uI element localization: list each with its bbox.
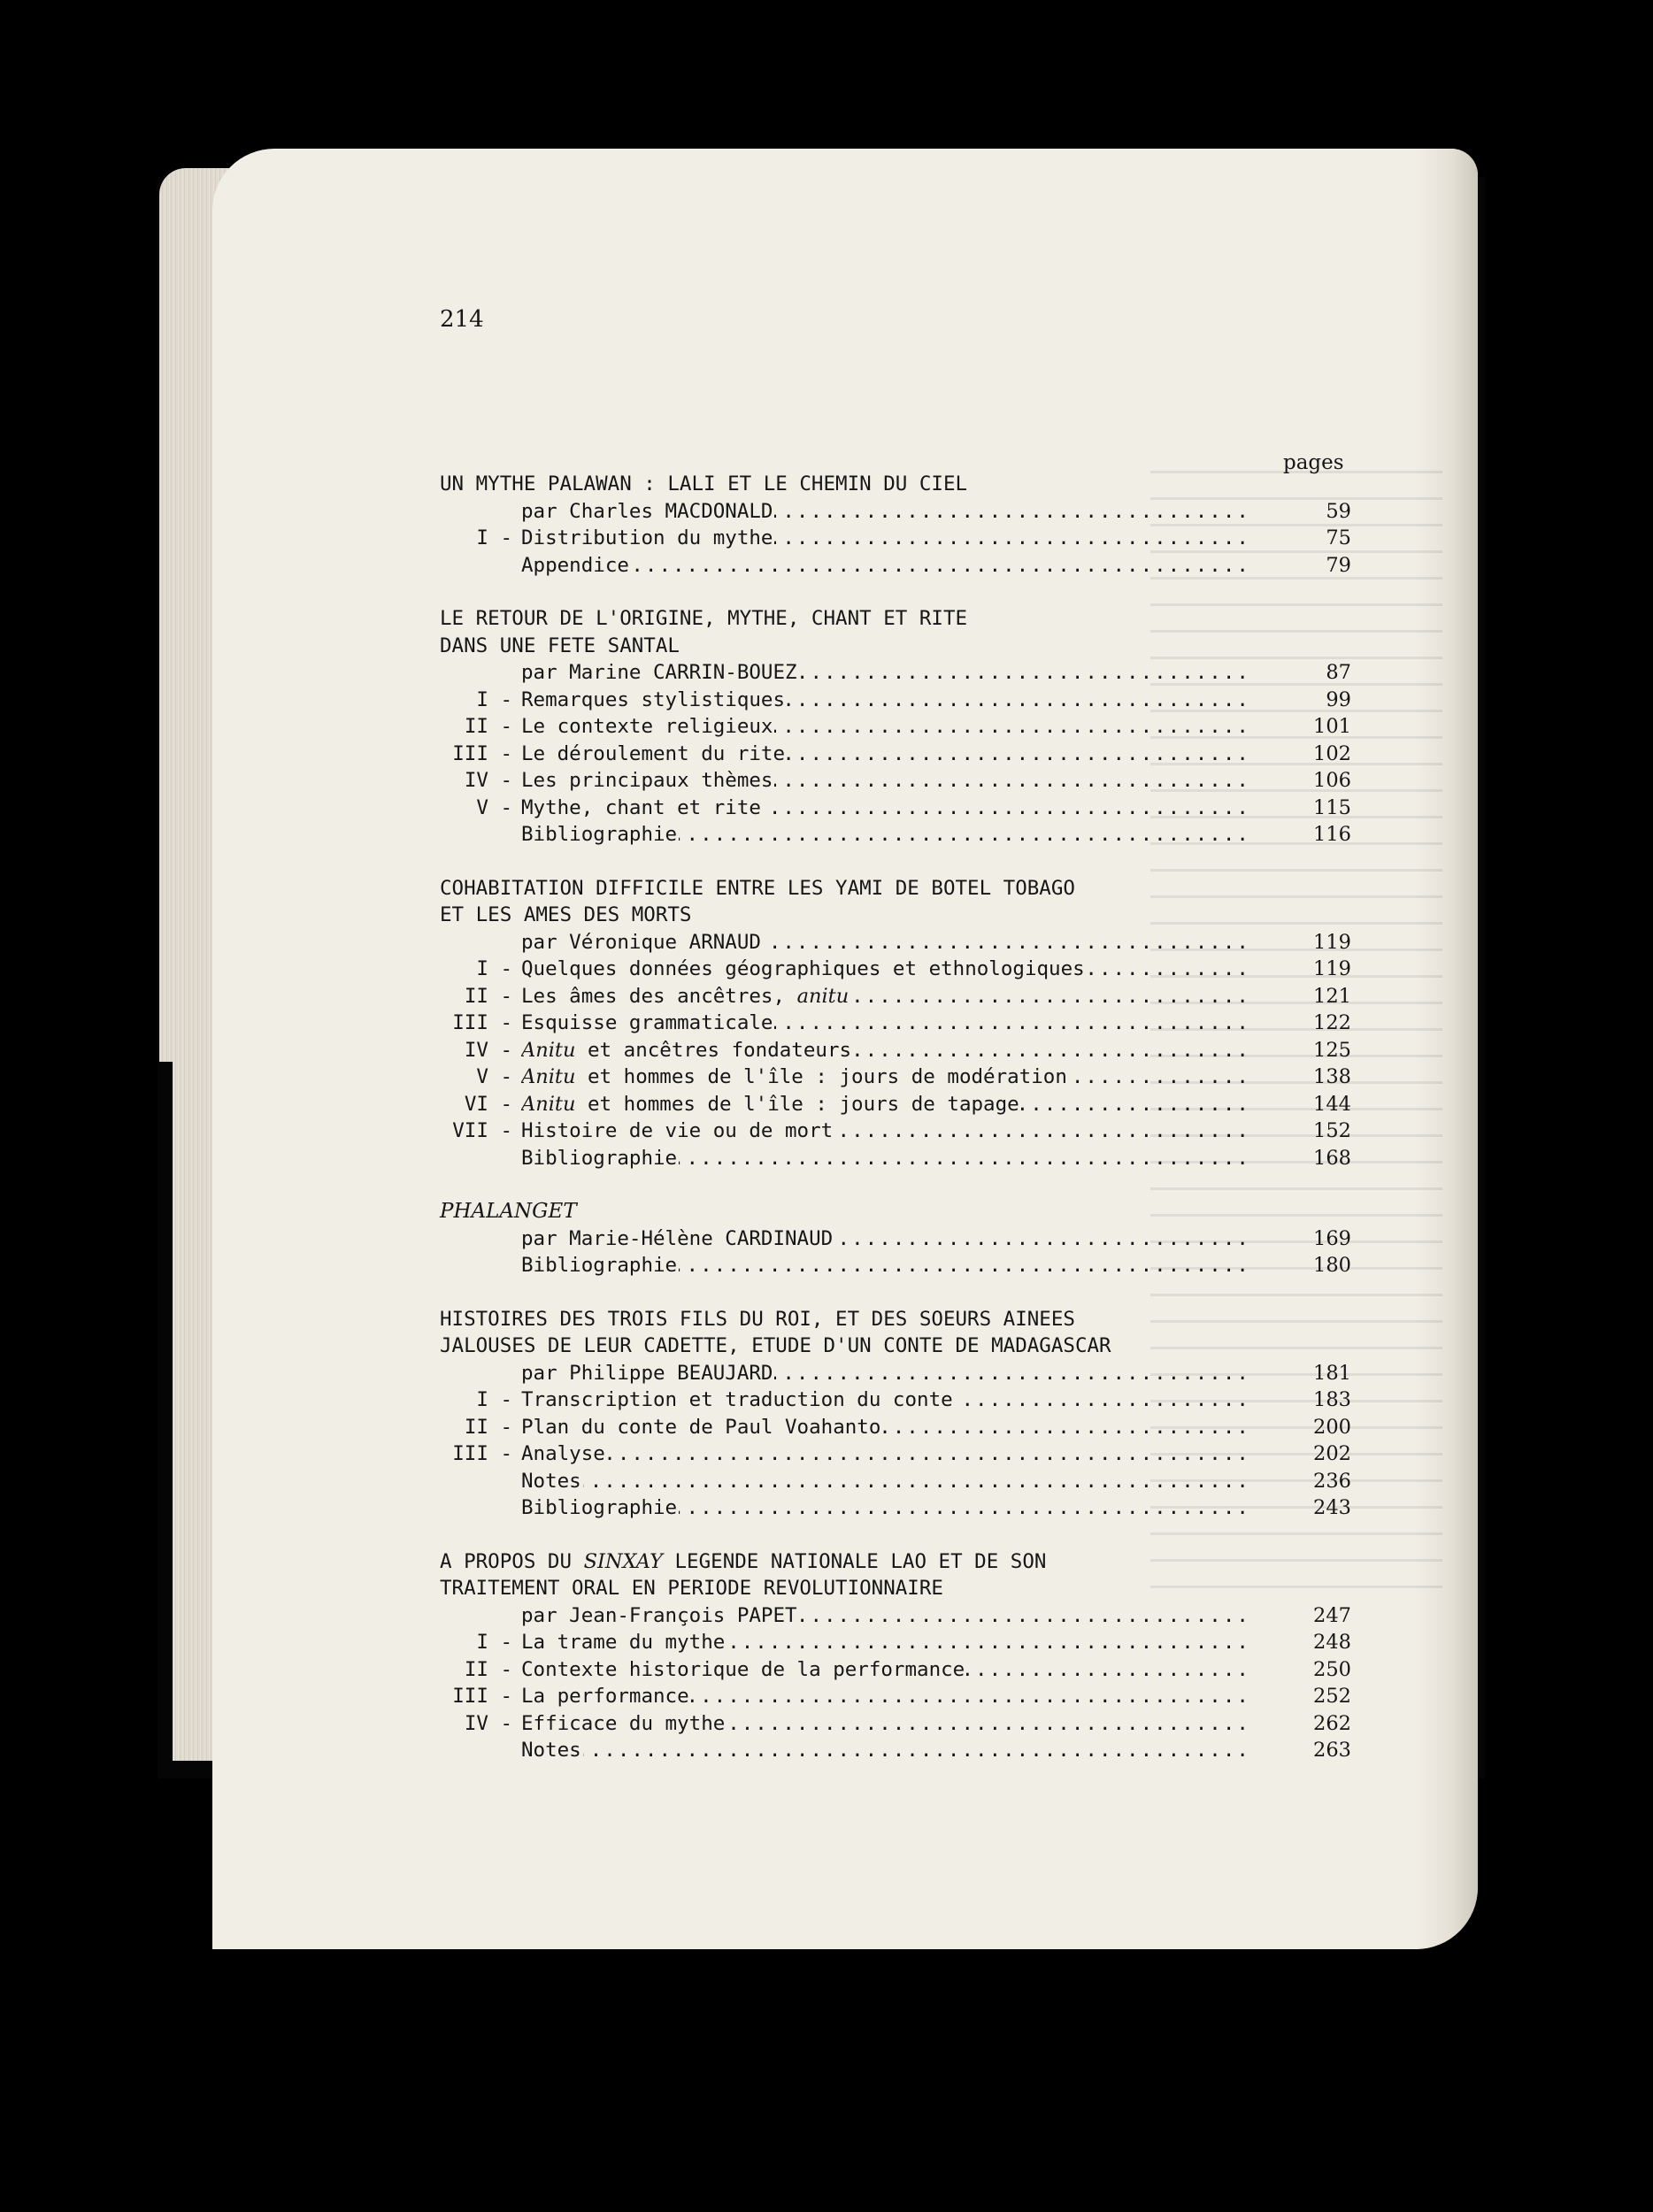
entry-label: Notes xyxy=(521,1469,581,1493)
section-numeral: I - xyxy=(476,1388,512,1411)
toc-article xyxy=(440,875,1351,1172)
title-italic: SINXAY xyxy=(583,1549,663,1573)
toc-entry[interactable] xyxy=(440,741,1351,768)
page-reference: 125 xyxy=(1313,1038,1351,1062)
page-reference: 99 xyxy=(1326,687,1351,711)
entry-label-with-leader xyxy=(521,741,1252,768)
entry-label: Appendice xyxy=(521,553,629,577)
entry-label-with-leader xyxy=(521,795,1252,822)
page-reference: 248 xyxy=(1313,1631,1351,1654)
entry-label-with-leader xyxy=(521,1037,1252,1064)
entry-label: par Jean-François PAPET xyxy=(521,1603,797,1627)
entry-label-with-leader xyxy=(521,1252,1252,1279)
toc-entry[interactable] xyxy=(440,821,1351,849)
toc-entry[interactable] xyxy=(440,1225,1351,1253)
page-reference: 168 xyxy=(1313,1146,1351,1170)
toc-entry[interactable] xyxy=(440,498,1351,526)
article-title-line: ET LES AMES DES MORTS xyxy=(440,903,692,926)
entry-label-with-leader xyxy=(521,1710,1252,1738)
toc-entry[interactable] xyxy=(440,1414,1351,1441)
entry-label xyxy=(521,1065,1069,1088)
entry-label: par Véronique ARNAUD xyxy=(521,930,761,954)
page-reference: 102 xyxy=(1313,741,1351,765)
entry-label-with-leader xyxy=(521,552,1252,580)
page-reference: 119 xyxy=(1313,957,1351,980)
page-reference: 152 xyxy=(1313,1119,1351,1142)
toc-entry[interactable] xyxy=(440,552,1351,580)
article-title-line: LE RETOUR DE L'ORIGINE, MYTHE, CHANT ET RITE xyxy=(440,607,968,630)
page-reference: 59 xyxy=(1326,499,1351,523)
entry-label: par Marie-Hélène CARDINAUD xyxy=(521,1226,834,1250)
section-numeral: III - xyxy=(452,1011,512,1034)
entry-label: Bibliographie xyxy=(521,1254,678,1277)
entry-label: Bibliographie xyxy=(521,1146,678,1170)
entry-label-with-leader xyxy=(521,498,1252,526)
title-text: A PROPOS DU xyxy=(440,1549,584,1573)
toc-entry[interactable] xyxy=(440,1656,1351,1684)
entry-label: par Charles MACDONALD xyxy=(521,499,773,523)
entry-label-with-leader xyxy=(521,1414,1252,1441)
toc-entry[interactable] xyxy=(440,1440,1351,1468)
entry-label-with-leader xyxy=(521,1386,1252,1414)
section-numeral: VI - xyxy=(464,1092,512,1116)
entry-label-with-leader xyxy=(521,687,1252,714)
toc-entry[interactable] xyxy=(440,1710,1351,1738)
entry-label: La performance xyxy=(521,1685,689,1708)
page-reference: 115 xyxy=(1313,795,1351,819)
toc-entry[interactable] xyxy=(440,767,1351,795)
entry-label-with-leader xyxy=(521,821,1252,849)
toc-entry[interactable] xyxy=(440,1064,1351,1091)
entry-label: Le déroulement du rite xyxy=(521,741,786,765)
page-reference: 181 xyxy=(1313,1361,1351,1385)
entry-label-with-leader xyxy=(521,1145,1252,1172)
table-of-contents xyxy=(440,471,1351,1791)
entry-label: Distribution du mythe xyxy=(521,526,773,549)
article-title-line: TRAITEMENT ORAL EN PERIODE REVOLUTIONNAIRE xyxy=(440,1577,943,1600)
section-numeral: IV - xyxy=(464,1711,512,1735)
entry-label-with-leader xyxy=(521,1064,1252,1091)
toc-entry[interactable] xyxy=(440,1252,1351,1279)
entry-label-with-leader xyxy=(521,713,1252,741)
toc-entry[interactable] xyxy=(440,1118,1351,1145)
article-title-line xyxy=(440,1548,1351,1576)
entry-label-with-leader xyxy=(521,1440,1252,1468)
toc-article xyxy=(440,605,1351,849)
entry-label-with-leader xyxy=(521,1494,1252,1522)
page-reference: 101 xyxy=(1313,715,1351,738)
entry-label-with-leader xyxy=(521,525,1252,552)
entry-label: Histoire de vie ou de mort xyxy=(521,1119,834,1142)
article-title-line: DANS UNE FETE SANTAL xyxy=(440,634,680,657)
page-reference: 250 xyxy=(1313,1657,1351,1681)
entry-text: Les âmes des ancêtres, xyxy=(521,984,797,1008)
entry-italic-term: Anitu xyxy=(521,1038,576,1062)
entry-label xyxy=(521,1039,853,1062)
page-reference: 243 xyxy=(1313,1496,1351,1519)
entry-label: Notes xyxy=(521,1739,581,1762)
entry-text: et hommes de l'île : jours de tapage xyxy=(575,1092,1019,1116)
toc-entry[interactable] xyxy=(440,1683,1351,1710)
entry-label-with-leader xyxy=(521,929,1252,956)
entry-label: Mythe, chant et rite xyxy=(521,795,761,819)
toc-entry[interactable] xyxy=(440,1737,1351,1764)
section-numeral: II - xyxy=(464,984,512,1008)
entry-label-with-leader xyxy=(521,1360,1252,1387)
entry-label: Bibliographie xyxy=(521,1496,678,1519)
article-title-line: HISTOIRES DES TROIS FILS DU ROI, ET DES SOEURS AINEES xyxy=(440,1307,1075,1331)
entry-label-with-leader xyxy=(521,1010,1252,1037)
section-numeral: I - xyxy=(476,687,512,711)
toc-article xyxy=(440,471,1351,579)
page-reference: 247 xyxy=(1313,1603,1351,1627)
page-reference: 122 xyxy=(1313,1011,1351,1034)
toc-entry[interactable] xyxy=(440,1360,1351,1387)
page-reference: 200 xyxy=(1313,1415,1351,1439)
entry-label xyxy=(521,985,850,1008)
toc-entry[interactable] xyxy=(440,1602,1351,1630)
entry-label: Esquisse grammaticale xyxy=(521,1011,773,1034)
entry-label-with-leader xyxy=(521,1225,1252,1253)
page-reference: 144 xyxy=(1313,1092,1351,1116)
section-numeral: II - xyxy=(464,715,512,738)
page-reference: 263 xyxy=(1313,1739,1351,1762)
toc-entry[interactable] xyxy=(440,1145,1351,1172)
page-reference: 79 xyxy=(1326,553,1351,577)
toc-entry[interactable] xyxy=(440,983,1351,1010)
entry-label: Plan du conte de Paul Voahanto xyxy=(521,1415,881,1439)
entry-label-with-leader xyxy=(521,983,1252,1010)
toc-entry[interactable] xyxy=(440,1629,1351,1656)
toc-entry[interactable] xyxy=(440,525,1351,552)
entry-label-with-leader xyxy=(521,1683,1252,1710)
entry-label-with-leader xyxy=(521,1629,1252,1656)
toc-entry[interactable] xyxy=(440,687,1351,714)
page-reference: 75 xyxy=(1326,526,1351,549)
page-reference: 138 xyxy=(1313,1065,1351,1088)
entry-label: par Philippe BEAUJARD xyxy=(521,1361,773,1385)
article-title-line: COHABITATION DIFFICILE ENTRE LES YAMI DE BOTEL TOBAGO xyxy=(440,876,1075,900)
toc-entry[interactable] xyxy=(440,1037,1351,1064)
section-numeral: III - xyxy=(452,741,512,765)
page-reference: 121 xyxy=(1313,984,1351,1008)
entry-label: par Marine CARRIN-BOUEZ xyxy=(521,661,797,684)
section-numeral: III - xyxy=(452,1442,512,1465)
toc-entry[interactable] xyxy=(440,929,1351,956)
entry-label-with-leader xyxy=(521,1468,1252,1495)
entry-label: Les principaux thèmes xyxy=(521,769,773,792)
page-reference: 106 xyxy=(1313,769,1351,792)
section-numeral: IV - xyxy=(464,1038,512,1062)
page-reference: 262 xyxy=(1313,1711,1351,1735)
section-numeral: I - xyxy=(476,526,512,549)
entry-label: Transcription et traduction du conte xyxy=(521,1388,953,1411)
entry-label: Bibliographie xyxy=(521,823,678,846)
page-reference: 87 xyxy=(1326,661,1351,684)
entry-italic-term: Anitu xyxy=(521,1092,576,1116)
page-number: 214 xyxy=(440,306,484,333)
article-title-line: UN MYTHE PALAWAN : LALI ET LE CHEMIN DU CIEL xyxy=(440,472,968,495)
entry-label: Efficace du mythe xyxy=(521,1711,726,1735)
toc-entry[interactable] xyxy=(440,795,1351,822)
entry-label-with-leader xyxy=(521,1737,1252,1764)
toc-entry[interactable] xyxy=(440,1010,1351,1037)
entry-label: Contexte historique de la performance xyxy=(521,1657,965,1681)
page-reference: 116 xyxy=(1313,823,1351,846)
toc-entry[interactable] xyxy=(440,1468,1351,1495)
entry-label-with-leader xyxy=(521,1118,1252,1145)
toc-entry[interactable] xyxy=(440,1494,1351,1522)
entry-label: Quelques données géographiques et ethnologiques xyxy=(521,957,1085,980)
toc-article xyxy=(440,1198,1351,1279)
entry-label: Analyse xyxy=(521,1442,605,1465)
toc-entry[interactable] xyxy=(440,956,1351,983)
entry-label: La trame du mythe xyxy=(521,1631,726,1654)
entry-text: et hommes de l'île : jours de modération xyxy=(575,1065,1067,1088)
article-title-line: PHALANGET xyxy=(440,1200,577,1223)
section-numeral: III - xyxy=(452,1685,512,1708)
section-numeral: II - xyxy=(464,1657,512,1681)
entry-label-with-leader xyxy=(521,659,1252,687)
section-numeral: V - xyxy=(476,795,512,819)
section-numeral: I - xyxy=(476,1631,512,1654)
page-reference: 180 xyxy=(1313,1254,1351,1277)
article-title-line: JALOUSES DE LEUR CADETTE, ETUDE D'UN CONTE DE MADAGASCAR xyxy=(440,1334,1111,1357)
entry-text: et ancêtres fondateurs xyxy=(575,1038,852,1062)
toc-article xyxy=(440,1306,1351,1522)
toc-entry[interactable] xyxy=(440,1091,1351,1118)
entry-label-with-leader xyxy=(521,956,1252,983)
entry-label: Remarques stylistiques xyxy=(521,687,786,711)
entry-label: Le contexte religieux xyxy=(521,715,773,738)
entry-label-with-leader xyxy=(521,767,1252,795)
section-numeral: VII - xyxy=(452,1119,512,1142)
page-reference: 183 xyxy=(1313,1388,1351,1411)
entry-italic-term: Anitu xyxy=(521,1065,576,1088)
toc-article xyxy=(440,1548,1351,1764)
section-numeral: IV - xyxy=(464,769,512,792)
page-reference: 202 xyxy=(1313,1442,1351,1465)
page-reference: 119 xyxy=(1313,930,1351,954)
section-numeral: V - xyxy=(476,1065,512,1088)
entry-label-with-leader xyxy=(521,1091,1252,1118)
page-reference: 236 xyxy=(1313,1469,1351,1493)
entry-label xyxy=(521,1093,1021,1116)
section-numeral: II - xyxy=(464,1415,512,1439)
page-reference: 169 xyxy=(1313,1226,1351,1250)
pages-column-label: pages xyxy=(1283,451,1344,474)
toc-entry[interactable] xyxy=(440,659,1351,687)
page-reference: 252 xyxy=(1313,1685,1351,1708)
toc-entry[interactable] xyxy=(440,713,1351,741)
title-text: LEGENDE NATIONALE LAO ET DE SON xyxy=(662,1549,1047,1573)
entry-label-with-leader xyxy=(521,1656,1252,1684)
toc-entry[interactable] xyxy=(440,1386,1351,1414)
entry-italic-term: anitu xyxy=(796,984,850,1008)
section-numeral: I - xyxy=(476,957,512,980)
entry-label-with-leader xyxy=(521,1602,1252,1630)
